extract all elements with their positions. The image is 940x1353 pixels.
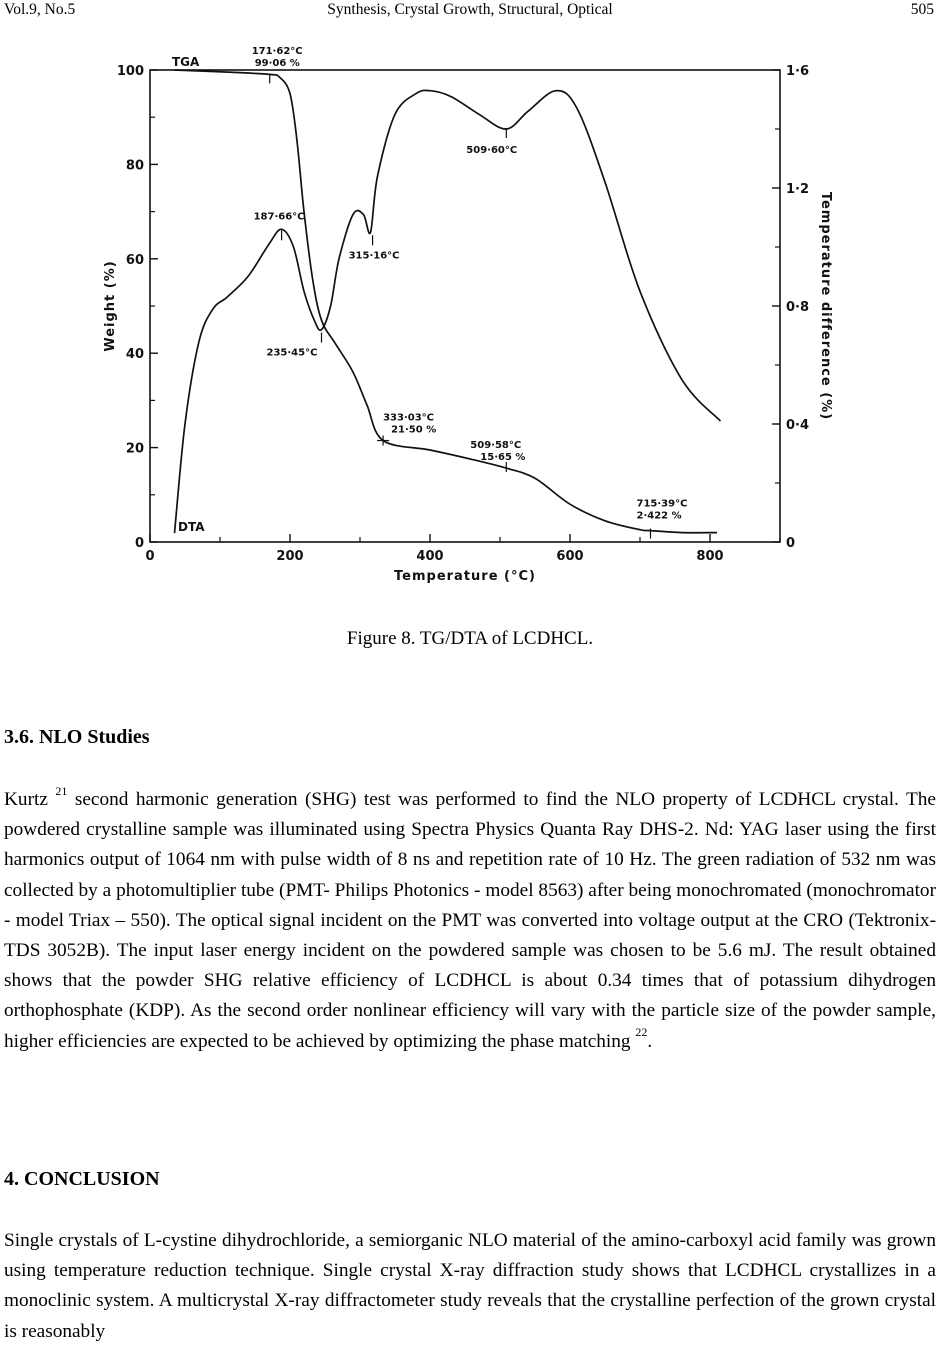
dta-509-label: 509·60°C	[466, 145, 518, 156]
reference-21: 21	[55, 783, 68, 798]
tg-dta-chart	[100, 46, 840, 600]
tga-curve-label: TGA	[172, 55, 200, 69]
figure-caption: Figure 8. TG/DTA of LCDHCL.	[346, 628, 594, 649]
y-right-tick-label: 0·4	[786, 418, 810, 433]
dta-curve-label: DTA	[178, 520, 205, 535]
x-tick-label: 600	[556, 549, 584, 564]
x-tick-label: 0	[145, 549, 155, 564]
tga-333-pct: 21·50 %	[391, 424, 437, 436]
y-left-tick-label: 80	[125, 158, 144, 174]
x-tick-label: 200	[276, 549, 304, 564]
x-tick-label: 800	[696, 549, 724, 564]
y-left-tick-label: 100	[116, 64, 144, 79]
paragraph-nlo-end: .	[647, 1030, 653, 1052]
tg-dta-figure	[100, 46, 840, 600]
tga-509-pct: 15·65 %	[480, 452, 526, 464]
y-left-tick-label: 40	[125, 347, 144, 363]
page-number: 505	[910, 1, 934, 18]
tga-171-pct: 99·06 %	[254, 58, 300, 69]
reference-22: 22	[635, 1025, 648, 1040]
series-tga-curve	[175, 70, 718, 533]
tga-715-pct: 2·422 %	[636, 510, 682, 522]
dta-315-label: 315·16°C	[348, 250, 400, 262]
tga-509-temp: 509·58°C	[470, 440, 522, 452]
tga-333-temp: 333·03°C	[383, 412, 435, 424]
x-tick-label: 400	[416, 549, 444, 564]
running-title: Synthesis, Crystal Growth, Structural, Optical	[327, 1, 613, 18]
y-left-tick-label: 60	[125, 252, 144, 268]
series-dta-curve	[175, 90, 721, 533]
dta-235-label: 235·45°C	[266, 347, 318, 359]
x-axis-label: Temperature (°C)	[394, 569, 536, 584]
y-left-tick-label: 20	[125, 441, 144, 457]
y-right-axis-label: Temperature difference (%)	[818, 191, 833, 421]
section-heading-nlo: 3.6. NLO Studies	[4, 726, 150, 748]
plot-frame	[150, 70, 780, 542]
journal-volume: Vol.9, No.5	[4, 1, 76, 18]
paragraph-nlo-start: Kurtz	[4, 789, 56, 810]
paragraph-conclusion: Single crystals of L-cystine dihydrochloride, a semiorganic NLO material of the amino-carboxyl acid family was grown using temperature reduction technique. Single crystal X-ray diffraction study shows that LCDHCL crystallizes in a monoclinic system. A multicrystal X-ray diffractometer study reveals that the crystalline perfection of the grown crystal is reasonably	[4, 1230, 936, 1342]
y-right-tick-label: 1·2	[786, 182, 810, 197]
tga-171-temp: 171·62°C	[251, 46, 303, 57]
y-left-axis-label: Weight (%)	[103, 260, 118, 352]
tga-715-temp: 715·39°C	[636, 498, 688, 510]
y-right-tick-label: 0·8	[786, 300, 810, 315]
dta-187-label: 187·66°C	[253, 211, 305, 223]
running-header	[0, 0, 940, 22]
y-right-tick-label: 0	[786, 536, 796, 551]
paragraph-nlo	[4, 785, 936, 1057]
y-right-tick-label: 1·6	[786, 64, 810, 79]
paragraph-nlo-body: second harmonic generation (SHG) test was performed to find the NLO property of LCDHCL crystal. The powdered crystalline sample was illuminated using Spectra Physics Quanta Ray DHS-2. Nd: YAG laser using the first harmonics output of 1064 nm with pulse width of 8 ns and repetition rate of 10 Hz. The green radiation of 532 nm was collected by a photomultiplier tube (PMT- Philips Photonics - model 8563) after being monochromated (monochromator - model Triax – 550). The optical signal incident on the PMT was converted into voltage output at the CRO (Tektronix- TDS 3052B). The input laser energy incident on the powdered sample was chosen to be 5.6 mJ. The result obtained shows that the powder SHG relative efficiency of LCDHCL is about 0.34 times that of potassium dihydrogen orthophosphate (KDP). As the second order nonlinear efficiency will vary with the particle size of the powder sample, higher efficiencies are expected to be achieved by optimizing the phase matching	[4, 789, 936, 1052]
section-heading-conclusion: 4. CONCLUSION	[4, 1168, 160, 1190]
y-left-tick-label: 0	[134, 536, 144, 551]
